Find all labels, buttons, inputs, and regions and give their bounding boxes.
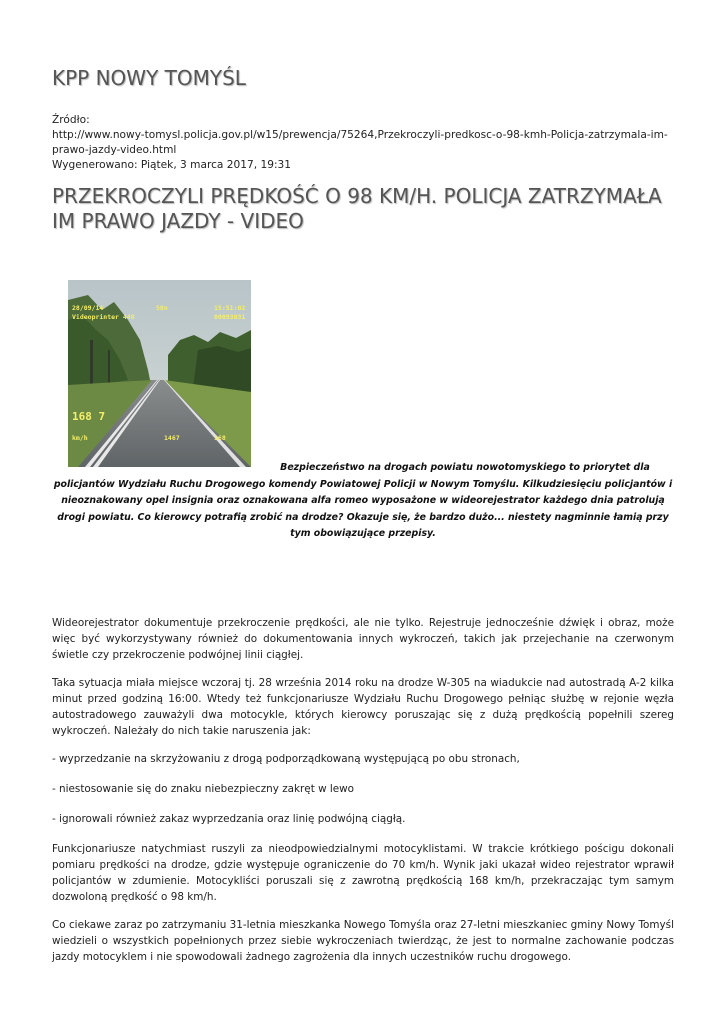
paragraph: Wideorejestrator dokumentuje przekroczenie prędkości, ale nie tylko. Rejestruje jednocześnie dźwięk i obraz, może więc być wykorzystywany również do dokumentowania innych wykroczeń, takich jak przejechanie na czerwonym świetle czy przekroczenie podwójnej linii ciągłej.	[52, 617, 674, 661]
overlay-frame: 00093031	[214, 313, 246, 321]
lead-spacer	[52, 460, 256, 470]
generated-date: Wygenerowano: Piątek, 3 marca 2017, 19:31	[52, 159, 292, 171]
overlay-speed: 168 7	[72, 410, 106, 423]
overlay-mid: 1467	[164, 434, 180, 442]
source-url-link[interactable]: http://www.nowy-tomysl.policja.gov.pl/w15/prewencja/75264,Przekroczyli-predkosc-o-98-kmh-Policja-zatrzymala-im-prawo-jazdy-video.html	[52, 129, 668, 156]
source-label: Źródło:	[52, 114, 90, 126]
paragraph: Taka sytuacja miała miejsce wczoraj tj. 28 września 2014 roku na drodze W-305 na wiadukcie nad autostradą A-2 kilka minut przed godziną 16:00. Wtedy też funkcjonariusze Wydziału Ruchu Drogowego pełniąc służbę w rejonie węzła autostradowego zauważyli dwa motocykle, których kierowcy poruszając się z dużą prędkością popełnili szereg wykroczeń. Należały do nich takie naruszenia jak:	[52, 677, 674, 737]
list-item: - niestosowanie się do znaku niebezpieczny zakręt w lewo	[52, 783, 355, 795]
article-body	[52, 615, 674, 977]
overlay-camera: 58n	[156, 304, 168, 312]
overlay-unit: km/h	[72, 434, 88, 442]
site-title: KPP NOWY TOMYŚL	[52, 66, 246, 90]
lead-text: Bezpieczeństwo na drogach powiatu nowotomyskiego to priorytet dla policjantów Wydziału Ruchu Drogowego komendy Powiatowej Policji w Nowym Tomyślu. Kilkudziesięciu policjantów i nieoznakowany opel insignia oraz oznakowana alfa romeo wyposażone w wideorejestrator każdego dnia patrolują drogi powiatu. Co kierowcy potrafią zrobić na drodze? Okazuje się, że bardzo dużo... niestety nagminnie łamią przy tym obowiązujące przepisy.	[53, 462, 673, 539]
list-item: - wyprzedzanie na skrzyżowaniu z drogą podporządkowaną występującą po obu stronach,	[52, 753, 520, 765]
list-item: - ignorowali również zakaz wyprzedzania oraz linię podwójną ciągłą.	[52, 813, 406, 825]
article-title: PRZEKROCZYLI PRĘDKOŚĆ O 98 KM/H. POLICJA ZATRZYMAŁA IM PRAWO JAZDY - VIDEO	[52, 184, 662, 233]
overlay-right: 168	[214, 434, 226, 442]
article-lead	[52, 460, 674, 543]
video-frame-photo	[68, 280, 251, 467]
overlay-device: Videoprinter 448	[72, 313, 135, 321]
overlay-time: 15:51:02	[214, 304, 246, 312]
overlay-date: 28/09/14	[72, 304, 104, 312]
paragraph: Funkcjonariusze natychmiast ruszyli za nieodpowiedzialnymi motocyklistami. W trakcie krótkiego pościgu dokonali pomiaru prędkości na drodze, gdzie występuje ograniczenie do 70 km/h. Wynik jaki ukazał wideo rejestrator wprawił policjantów w zdumienie. Motocykliści poruszali się z zawrotną prędkością 168 km/h, przekraczając tym samym dozwoloną prędkość o 98 km/h.	[52, 843, 674, 903]
paragraph: Co ciekawe zaraz po zatrzymaniu 31-letnia mieszkanka Nowego Tomyśla oraz 27-letni mieszkaniec gminy Nowy Tomyśl wiedzieli o wszystkich popełnionych przez siebie wykroczeniach twierdząc, że jest to normalne zachowanie podczas jazdy motocyklem i nie spowodowali żadnego zagrożenia dla innych uczestników ruchu drogowego.	[52, 919, 674, 963]
source-meta	[52, 113, 674, 173]
